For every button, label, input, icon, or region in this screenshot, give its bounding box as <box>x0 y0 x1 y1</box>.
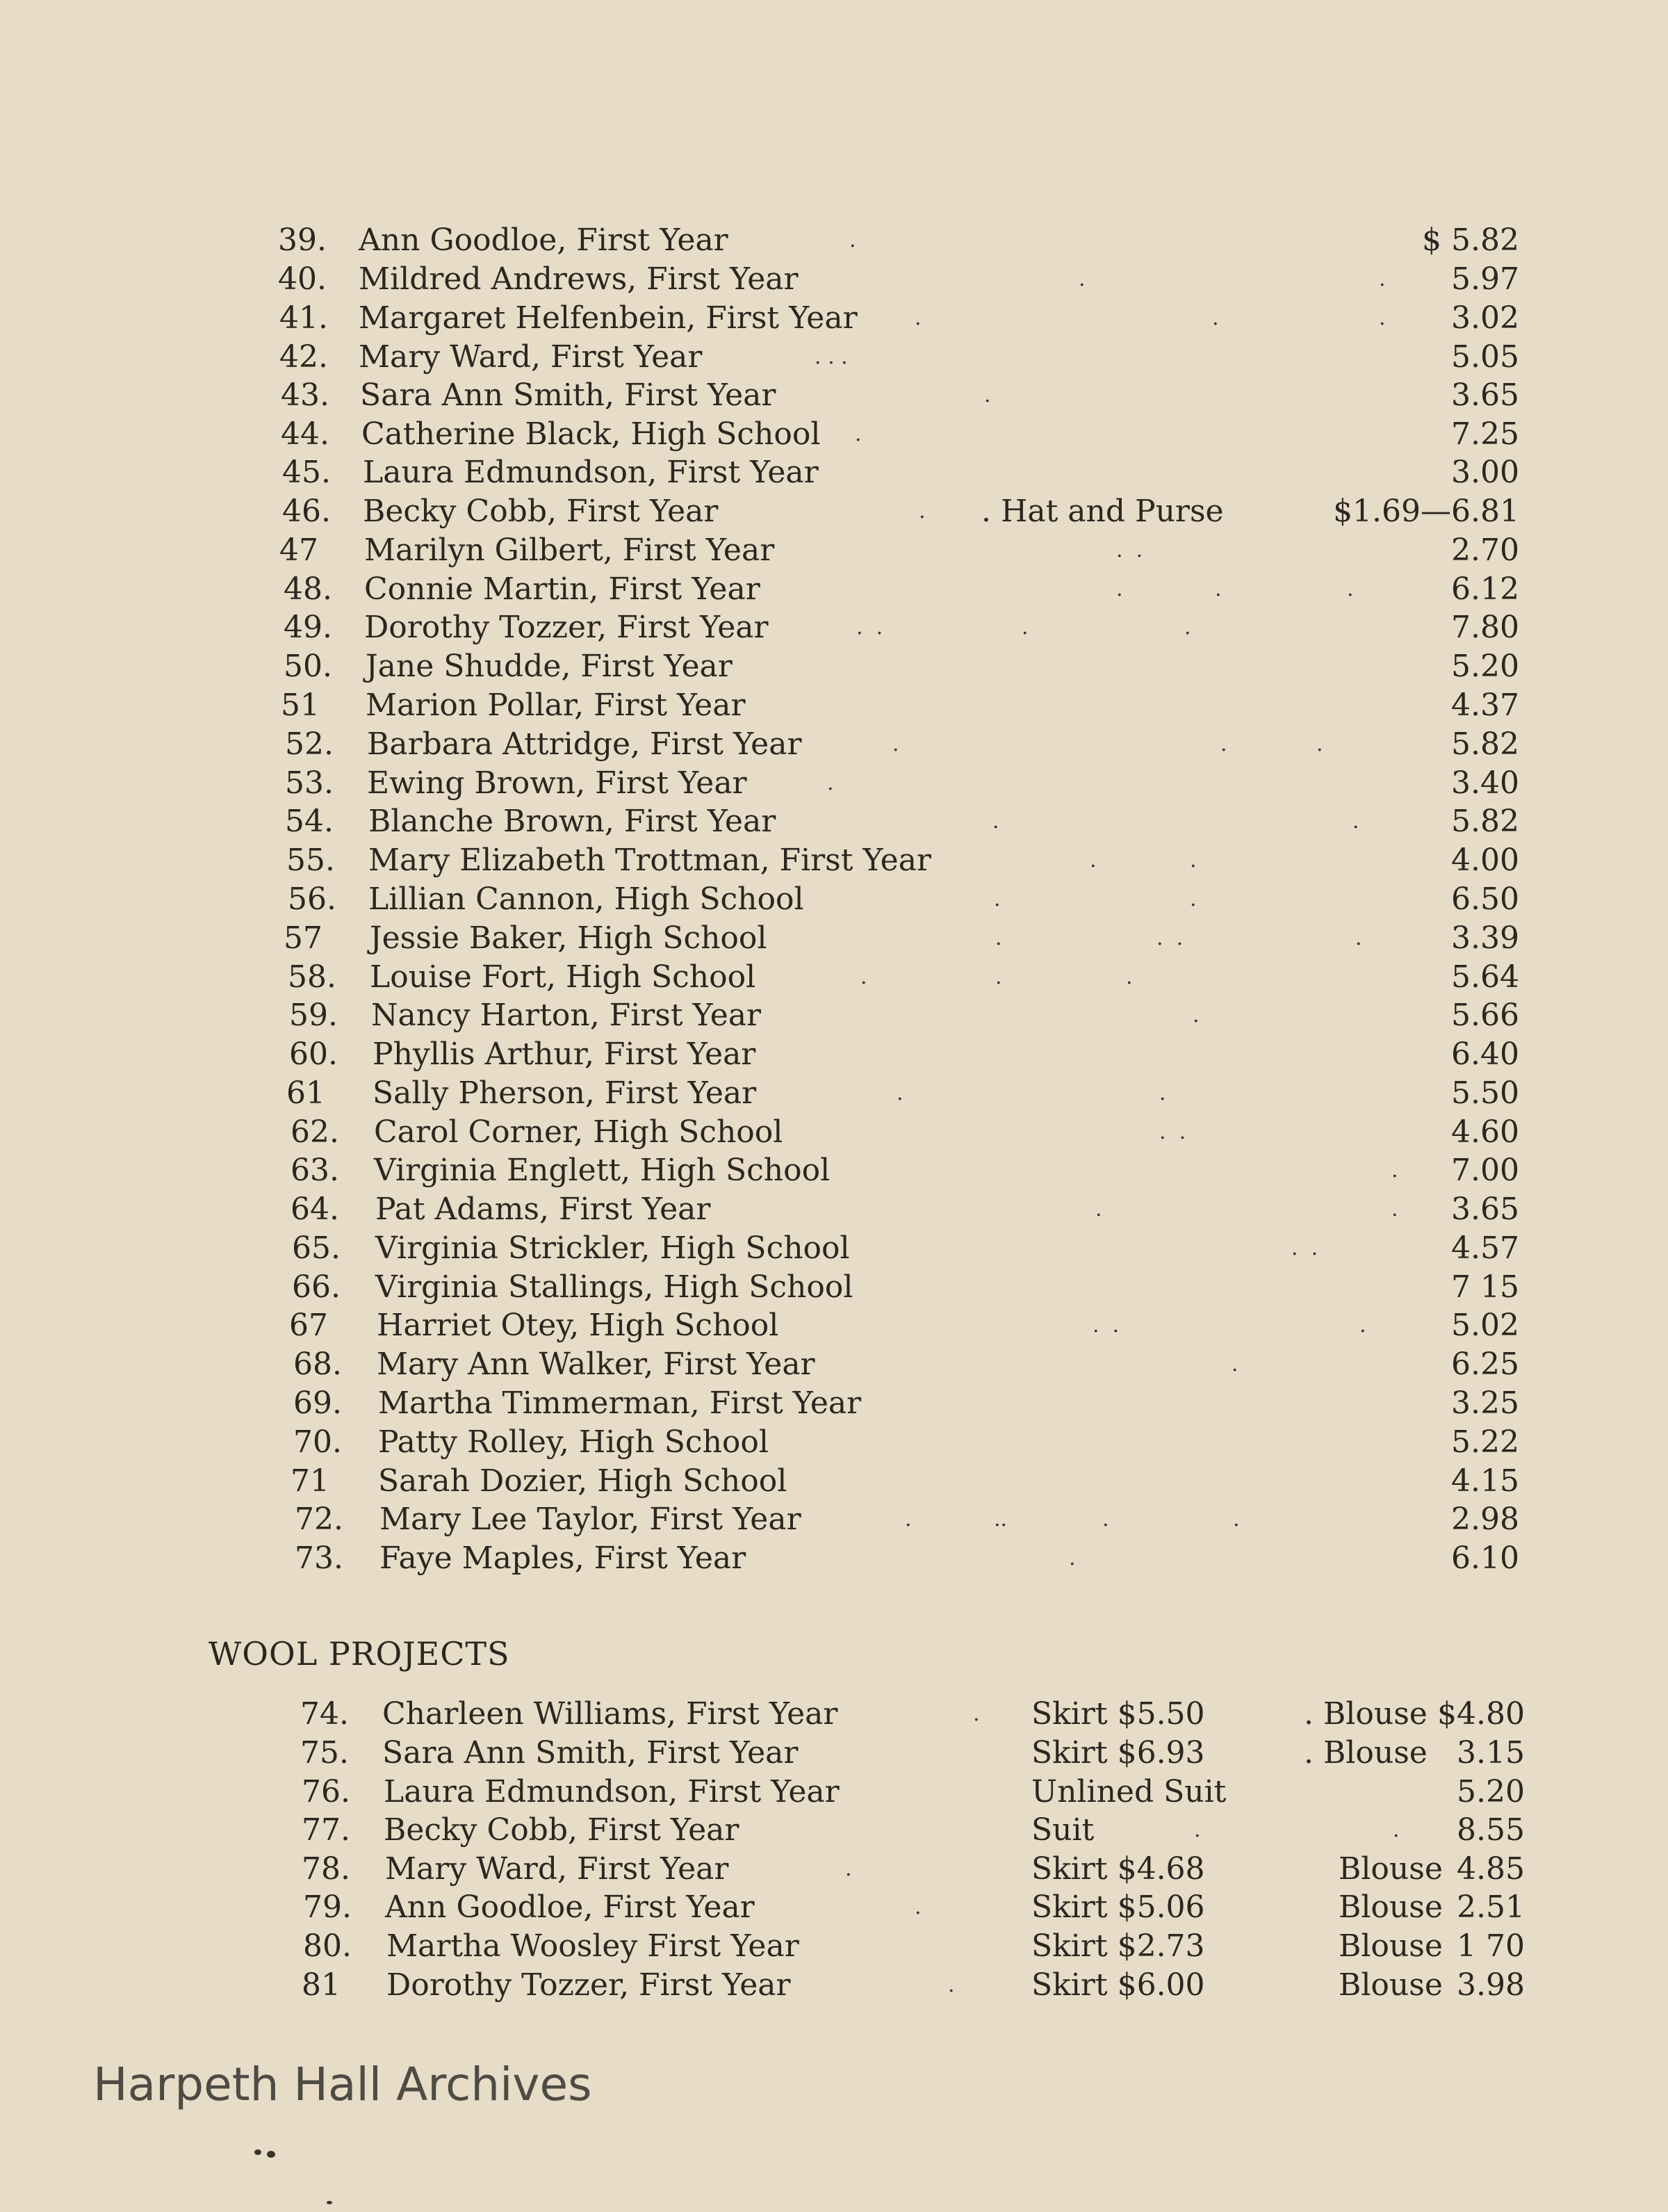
list-item <box>0 453 1668 492</box>
entry-price: 5.50 <box>1451 1075 1519 1111</box>
entry-name: Marion Pollar, First Year <box>366 688 746 723</box>
entry-number: 72. <box>295 1502 343 1537</box>
list-item <box>0 1229 1668 1268</box>
entry-name: Carol Corner, High School <box>374 1114 783 1150</box>
entry-number: 75. <box>300 1735 349 1771</box>
entry-name: Dorothy Tozzer, First Year <box>364 610 769 645</box>
entry-number: 55. <box>286 843 335 878</box>
entry-price: 6.50 <box>1451 881 1519 917</box>
paper-speck <box>267 2151 275 2158</box>
leader-dot: . <box>1126 965 1133 989</box>
entry-name: Laura Edmundson, First Year <box>363 455 819 490</box>
list-item <box>0 1190 1668 1229</box>
leader-dot: . <box>1095 1197 1102 1221</box>
list-item <box>0 1345 1668 1384</box>
leader-dot: . <box>1355 926 1362 950</box>
entry-number: 77. <box>302 1812 350 1848</box>
leader-dot: . <box>1190 887 1197 911</box>
leader-dot: . <box>915 1895 922 1919</box>
entry-price: 3.02 <box>1451 300 1519 336</box>
paper-speck <box>254 2149 261 2155</box>
leader-dot: . <box>1193 1003 1200 1027</box>
list-item <box>0 919 1668 958</box>
wool-list-item <box>0 1888 1668 1927</box>
leader-dot: . <box>984 383 991 407</box>
leader-dot: . <box>855 422 862 446</box>
entry-price: 5.97 <box>1451 261 1519 297</box>
entry-price: 2.70 <box>1451 532 1519 568</box>
entry-price: 3.65 <box>1451 377 1519 413</box>
entry-price: 7.25 <box>1451 416 1519 452</box>
entry-number: 54. <box>285 804 334 839</box>
entry-name: Marilyn Gilbert, First Year <box>364 532 775 568</box>
leader-dot: . <box>1159 1081 1166 1105</box>
entry-number: 74. <box>300 1696 349 1732</box>
leader-dot: . . <box>1093 1313 1120 1337</box>
entry-name: Virginia Englett, High School <box>374 1153 831 1188</box>
list-item <box>0 1035 1668 1074</box>
entry-name: Patty Rolley, High School <box>378 1424 769 1460</box>
entry-price: 5.66 <box>1451 998 1519 1033</box>
entry-price: $1.69—6.81 <box>1333 494 1519 529</box>
entry-price: $ 5.82 <box>1422 222 1519 258</box>
entry-number: 56. <box>288 881 336 917</box>
entry-price: 7.80 <box>1451 610 1519 645</box>
leader-dot: . <box>995 965 1002 989</box>
entry-item: Suit <box>1031 1812 1095 1848</box>
entry-name: Ann Goodloe, First Year <box>359 222 728 258</box>
entry-number: 70. <box>293 1424 342 1460</box>
entry-blouse: . Blouse <box>1304 1735 1428 1771</box>
entry-price: 3.65 <box>1451 1192 1519 1227</box>
entry-name: Ewing Brown, First Year <box>367 765 747 801</box>
entry-name: Pat Adams, First Year <box>375 1192 711 1227</box>
entry-name: Blanche Brown, First Year <box>368 804 776 839</box>
leader-dot: . <box>992 809 999 833</box>
entry-number: 79. <box>303 1889 352 1925</box>
entry-number: 81 <box>302 1967 341 2003</box>
list-item <box>0 260 1668 299</box>
leader-dot: . <box>1391 1197 1398 1221</box>
entry-price: 2.98 <box>1451 1502 1519 1537</box>
entry-price: 5.22 <box>1451 1424 1519 1460</box>
leader-dot: . <box>919 499 926 523</box>
entry-price: 6.10 <box>1451 1540 1519 1576</box>
leader-dot: . <box>1232 1352 1238 1376</box>
wool-list-item <box>0 1811 1668 1850</box>
list-item <box>0 958 1668 997</box>
entry-price: 5.05 <box>1451 339 1519 375</box>
leader-dot: . <box>994 887 1001 911</box>
archive-watermark: Harpeth Hall Archives <box>93 2058 592 2111</box>
leader-dot: . <box>1212 306 1219 330</box>
entry-name: Faye Maples, First Year <box>379 1540 746 1576</box>
entry-item: Unlined Suit <box>1031 1774 1227 1810</box>
leader-dot: . <box>1220 732 1227 756</box>
list-item <box>0 1074 1668 1113</box>
entry-price: 6.25 <box>1451 1347 1519 1382</box>
entry-name: Barbara Attridge, First Year <box>367 726 802 762</box>
list-item <box>0 338 1668 377</box>
entry-price: 5.02 <box>1451 1308 1519 1343</box>
leader-dot: . . <box>1116 538 1143 562</box>
entry-number: 59. <box>289 998 338 1033</box>
entry-price: 4.60 <box>1451 1114 1519 1150</box>
leader-dot: . <box>1069 1546 1076 1570</box>
entry-number: 49. <box>284 610 332 645</box>
entry-price: 6.12 <box>1451 571 1519 607</box>
entry-price: 3.15 <box>1457 1735 1525 1771</box>
list-item <box>0 1500 1668 1539</box>
entry-blouse: Blouse <box>1339 1889 1443 1925</box>
entry-number: 45. <box>282 455 331 490</box>
entry-price: $4.80 <box>1437 1696 1525 1732</box>
entry-price: 1 70 <box>1457 1928 1525 1964</box>
wool-list-item <box>0 1927 1668 1966</box>
entry-price: 5.20 <box>1451 649 1519 684</box>
entry-number: 63. <box>291 1153 339 1188</box>
entry-price: 6.40 <box>1451 1036 1519 1072</box>
entry-number: 64. <box>291 1192 339 1227</box>
entry-number: 39. <box>278 222 327 258</box>
leader-dot: . <box>1194 1818 1201 1842</box>
leader-dot: . <box>845 1857 852 1881</box>
leader-dot: . <box>1190 848 1197 872</box>
entry-name: Sarah Dozier, High School <box>378 1463 787 1499</box>
entry-name: Phyllis Arthur, First Year <box>373 1036 756 1072</box>
list-item <box>0 299 1668 338</box>
entry-item: Skirt $5.06 <box>1031 1889 1205 1925</box>
leader-dot: . <box>995 926 1002 950</box>
leader-dot: . <box>1184 615 1191 640</box>
entry-number: 51 <box>281 688 320 723</box>
entry-name: Sara Ann Smith, First Year <box>360 377 776 413</box>
entry-name: Virginia Stallings, High School <box>375 1269 853 1305</box>
leader-dot: . <box>1352 809 1359 833</box>
wool-list-item <box>0 1695 1668 1734</box>
entry-number: 50. <box>284 649 332 684</box>
list-item <box>0 492 1668 531</box>
list-item <box>0 802 1668 841</box>
entry-name: Lillian Cannon, High School <box>368 881 804 917</box>
entry-number: 65. <box>292 1230 341 1266</box>
entry-number: 57 <box>284 920 322 956</box>
entry-blouse: Blouse <box>1339 1967 1443 2003</box>
entry-item: Skirt $6.00 <box>1031 1967 1205 2003</box>
entry-price: 3.98 <box>1457 1967 1525 2003</box>
list-item <box>0 1539 1668 1578</box>
entry-number: 76. <box>302 1774 350 1810</box>
list-item <box>0 880 1668 919</box>
list-item <box>0 1384 1668 1423</box>
wool-list-item <box>0 1850 1668 1889</box>
entry-price: 4.15 <box>1451 1463 1519 1499</box>
list-item <box>0 1113 1668 1152</box>
entry-number: 80. <box>303 1928 352 1964</box>
entry-number: 44. <box>281 416 329 452</box>
leader-dot: . <box>1316 732 1323 756</box>
entry-name: Dorothy Tozzer, First Year <box>386 1967 791 2003</box>
paper-speck <box>327 2201 332 2204</box>
entry-name: Catherine Black, High School <box>361 416 821 452</box>
wool-list-item <box>0 1734 1668 1773</box>
entry-number: 47 <box>279 532 318 568</box>
entry-name: Connie Martin, First Year <box>364 571 760 607</box>
leader-dot: . <box>1379 267 1386 291</box>
list-item <box>0 725 1668 764</box>
leader-dot: . <box>1233 1507 1240 1531</box>
entry-name: Nancy Harton, First Year <box>371 998 762 1033</box>
entry-item: Skirt $5.50 <box>1031 1696 1205 1732</box>
entry-number: 41. <box>279 300 328 336</box>
list-item <box>0 1423 1668 1462</box>
entry-name: Martha Timmerman, First Year <box>378 1385 862 1421</box>
entry-name: Charleen Williams, First Year <box>382 1696 838 1732</box>
entry-price: 3.25 <box>1451 1385 1519 1421</box>
entry-name: Becky Cobb, First Year <box>384 1812 739 1848</box>
wool-list-item <box>0 1773 1668 1812</box>
entry-price: 5.64 <box>1451 959 1519 995</box>
leader-dot: .. <box>994 1507 1008 1531</box>
entry-number: 52. <box>285 726 334 762</box>
entry-item: Skirt $2.73 <box>1031 1928 1205 1964</box>
leader-dot: . . <box>1159 1120 1186 1144</box>
leader-dot: . . <box>1291 1236 1318 1260</box>
list-item <box>0 221 1668 260</box>
entry-name: Margaret Helfenbein, First Year <box>359 300 858 336</box>
list-item <box>0 1268 1668 1307</box>
section-heading: WOOL PROJECTS <box>208 1635 510 1673</box>
entry-name: Virginia Strickler, High School <box>375 1230 850 1266</box>
list-item <box>0 996 1668 1035</box>
leader-dot: . <box>1079 267 1086 291</box>
entry-number: 71 <box>291 1463 329 1499</box>
leader-dot: . . <box>856 615 883 640</box>
list-item <box>0 415 1668 454</box>
entry-price: 5.20 <box>1457 1774 1525 1810</box>
entry-name: Mary Lee Taylor, First Year <box>379 1502 801 1537</box>
entry-item: Skirt $6.93 <box>1031 1735 1205 1771</box>
leader-dot: . <box>892 732 899 756</box>
list-item <box>0 1151 1668 1190</box>
entry-number: 78. <box>302 1851 350 1887</box>
entry-blouse: Blouse <box>1339 1928 1443 1964</box>
entry-number: 69. <box>293 1385 342 1421</box>
entry-name: Sara Ann Smith, First Year <box>382 1735 799 1771</box>
entry-number: 60. <box>289 1036 338 1072</box>
leader-dot: . <box>1022 615 1029 640</box>
entry-name: Jane Shudde, First Year <box>366 649 733 684</box>
entry-name: Mary Ward, First Year <box>359 339 703 375</box>
leader-dot: . <box>849 228 856 252</box>
leader-dot: . <box>1116 577 1123 601</box>
leader-dot: . <box>973 1702 980 1726</box>
entry-blouse: . Blouse <box>1304 1696 1428 1732</box>
leader-dot: . <box>905 1507 912 1531</box>
wool-list-item <box>0 1966 1668 2005</box>
list-item <box>0 1306 1668 1345</box>
entry-name: Mary Ward, First Year <box>385 1851 729 1887</box>
entry-name: Mary Ann Walker, First Year <box>377 1347 815 1382</box>
entry-name: Ann Goodloe, First Year <box>385 1889 755 1925</box>
entry-price: 7.00 <box>1451 1153 1519 1188</box>
leader-dot: . <box>1090 848 1097 872</box>
leader-dot: . . . <box>815 345 848 369</box>
entry-number: 62. <box>291 1114 339 1150</box>
entry-price: 4.57 <box>1451 1230 1519 1266</box>
entry-blouse: Blouse <box>1339 1851 1443 1887</box>
leader-dot: . <box>1215 577 1222 601</box>
leader-dot: . <box>1347 577 1354 601</box>
list-item <box>0 647 1668 686</box>
entry-name: Sally Pherson, First Year <box>373 1075 757 1111</box>
entry-name: Mary Elizabeth Trottman, First Year <box>368 843 931 878</box>
entry-number: 43. <box>281 377 329 413</box>
entry-price: 3.39 <box>1451 920 1519 956</box>
entry-name: Becky Cobb, First Year <box>363 494 719 529</box>
entry-number: 42. <box>279 339 328 375</box>
list-item <box>0 764 1668 803</box>
leader-dot: . <box>860 965 867 989</box>
entry-price: 2.51 <box>1457 1889 1525 1925</box>
entry-note: . Hat and Purse <box>981 494 1224 529</box>
entry-price: 3.00 <box>1451 455 1519 490</box>
leader-dot: . <box>827 771 834 795</box>
entry-price: 4.00 <box>1451 843 1519 878</box>
entry-number: 40. <box>278 261 327 297</box>
leader-dot: . <box>1391 1158 1398 1182</box>
list-item <box>0 686 1668 725</box>
entry-number: 48. <box>284 571 332 607</box>
entry-price: 4.37 <box>1451 688 1519 723</box>
leader-dot: . <box>915 306 922 330</box>
entry-price: 7 15 <box>1451 1269 1519 1305</box>
leader-dot: . <box>1359 1313 1366 1337</box>
entry-number: 66. <box>292 1269 341 1305</box>
entry-name: Mildred Andrews, First Year <box>359 261 799 297</box>
entry-name: Harriet Otey, High School <box>377 1308 779 1343</box>
entry-name: Jessie Baker, High School <box>370 920 767 956</box>
entry-name: Martha Woosley First Year <box>386 1928 799 1964</box>
entry-price: 4.85 <box>1457 1851 1525 1887</box>
entry-number: 68. <box>293 1347 342 1382</box>
entry-price: 8.55 <box>1457 1812 1525 1848</box>
entry-number: 67 <box>289 1308 328 1343</box>
leader-dot: . <box>1379 306 1386 330</box>
entry-number: 73. <box>295 1540 343 1576</box>
entry-number: 61 <box>286 1075 325 1111</box>
entry-price: 3.40 <box>1451 765 1519 801</box>
entry-price: 5.82 <box>1451 804 1519 839</box>
entry-name: Laura Edmundson, First Year <box>384 1774 840 1810</box>
list-item <box>0 608 1668 647</box>
leader-dot: . <box>1393 1818 1400 1842</box>
entry-price: 5.82 <box>1451 726 1519 762</box>
list-item <box>0 841 1668 880</box>
list-item <box>0 1462 1668 1501</box>
entry-name: Louise Fort, High School <box>370 959 756 995</box>
entry-item: Skirt $4.68 <box>1031 1851 1205 1887</box>
leader-dot: . . <box>1156 926 1184 950</box>
entry-number: 58. <box>288 959 336 995</box>
entry-number: 46. <box>282 494 331 529</box>
leader-dot: . <box>897 1081 903 1105</box>
leader-dot: . <box>1102 1507 1109 1531</box>
list-item <box>0 376 1668 415</box>
entry-number: 53. <box>285 765 334 801</box>
leader-dot: . <box>948 1973 955 1997</box>
list-item <box>0 570 1668 609</box>
list-item <box>0 531 1668 570</box>
